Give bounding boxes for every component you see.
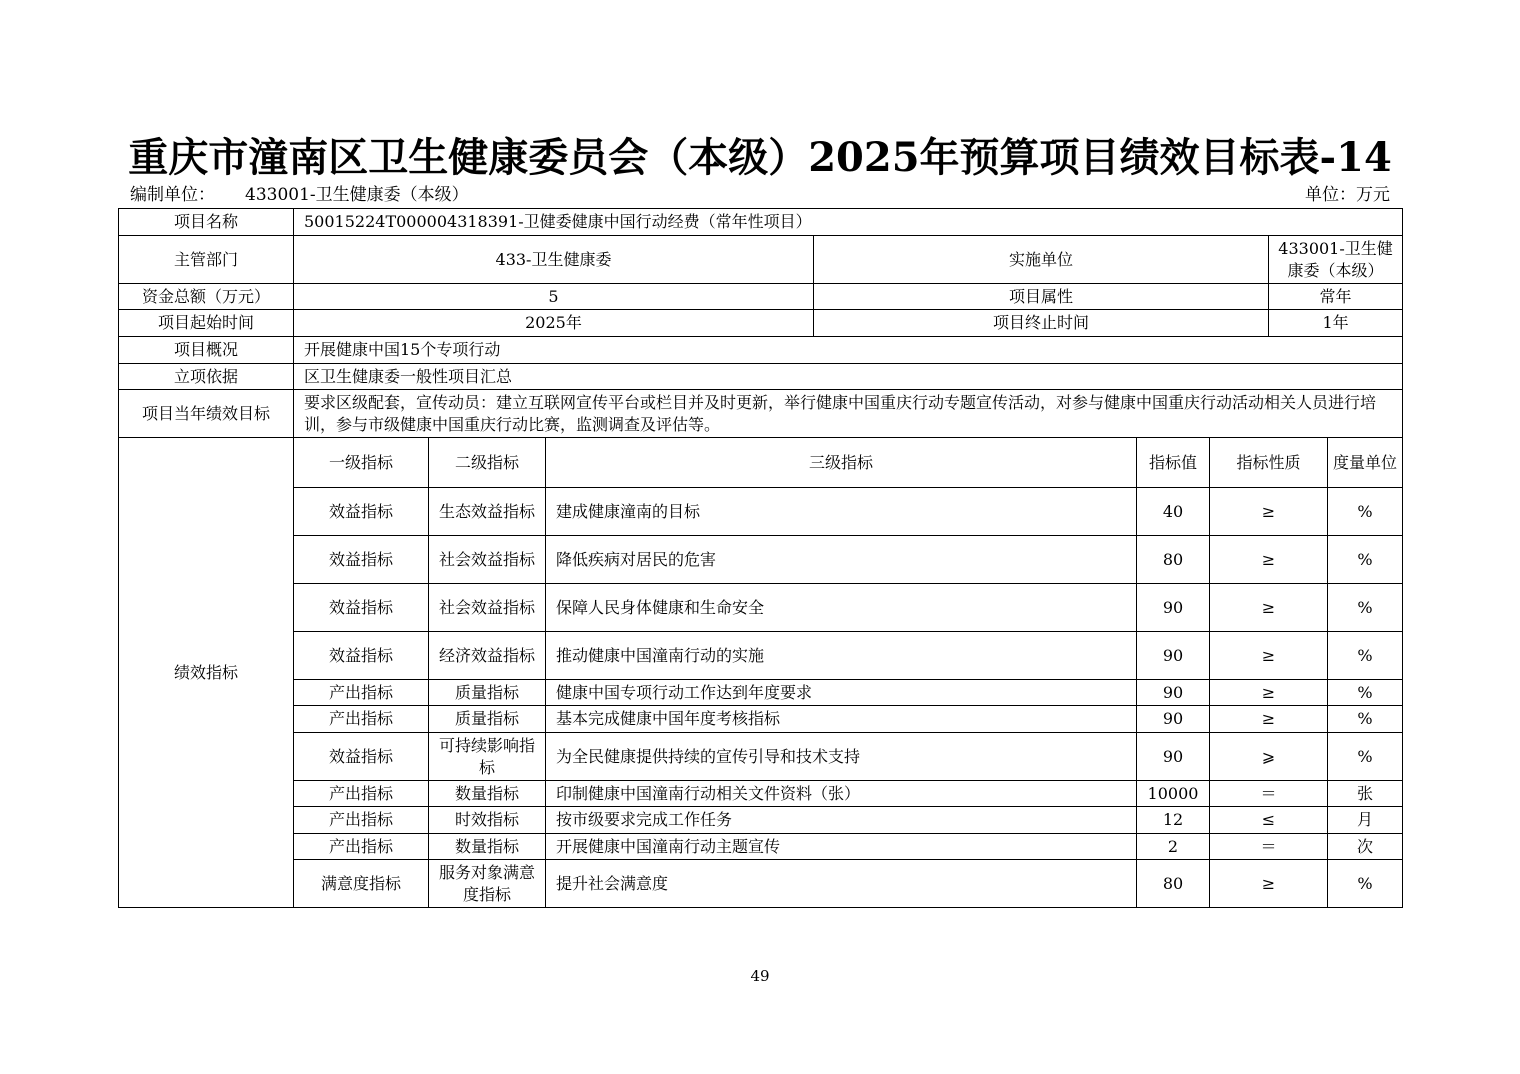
end-label: 项目终止时间 — [814, 310, 1269, 337]
attr-value: 常年 — [1269, 284, 1403, 310]
indicator-header-row — [119, 438, 1403, 488]
row-level2: 社会效益指标 — [429, 584, 546, 632]
project-name-label: 项目名称 — [119, 209, 294, 236]
row-value: 80 — [1137, 536, 1210, 584]
row-department — [119, 236, 1403, 284]
project-name-value: 50015224T000004318391-卫健委健康中国行动经费（常年性项目） — [294, 209, 1403, 236]
attr-label: 项目属性 — [814, 284, 1269, 310]
table-row — [119, 860, 1403, 908]
org-line — [130, 184, 469, 206]
row-unit: 次 — [1328, 834, 1403, 860]
row-unit: % — [1328, 733, 1403, 781]
row-level2: 数量指标 — [429, 834, 546, 860]
table-row — [119, 807, 1403, 834]
basis-label: 立项依据 — [119, 364, 294, 390]
row-level3: 健康中国专项行动工作达到年度要求 — [546, 680, 1137, 706]
table-row — [119, 536, 1403, 584]
row-level1: 产出指标 — [294, 781, 429, 807]
row-level3: 保障人民身体健康和生命安全 — [546, 584, 1137, 632]
org-label: 编制单位： — [130, 185, 215, 205]
table-row — [119, 488, 1403, 536]
table-row — [119, 733, 1403, 781]
row-unit: % — [1328, 860, 1403, 908]
row-unit: % — [1328, 706, 1403, 733]
impl-label: 实施单位 — [814, 236, 1269, 284]
header-value: 指标值 — [1137, 438, 1210, 488]
row-level2: 质量指标 — [429, 706, 546, 733]
row-nature: ≥ — [1210, 632, 1328, 680]
row-unit: 张 — [1328, 781, 1403, 807]
row-level3: 基本完成健康中国年度考核指标 — [546, 706, 1137, 733]
row-funds — [119, 284, 1403, 310]
row-level1: 产出指标 — [294, 680, 429, 706]
row-level1: 产出指标 — [294, 706, 429, 733]
funds-value: 5 — [294, 284, 814, 310]
row-level3: 开展健康中国潼南行动主题宣传 — [546, 834, 1137, 860]
row-value: 80 — [1137, 860, 1210, 908]
row-level1: 满意度指标 — [294, 860, 429, 908]
row-level3: 建成健康潼南的目标 — [546, 488, 1137, 536]
row-level2: 经济效益指标 — [429, 632, 546, 680]
basis-value: 区卫生健康委一般性项目汇总 — [294, 364, 1403, 390]
row-level3: 推动健康中国潼南行动的实施 — [546, 632, 1137, 680]
row-level1: 效益指标 — [294, 632, 429, 680]
row-nature: ≥ — [1210, 680, 1328, 706]
start-value: 2025年 — [294, 310, 814, 337]
table-row — [119, 680, 1403, 706]
row-level2: 可持续影响指标 — [429, 733, 546, 781]
row-overview — [119, 337, 1403, 364]
row-value: 90 — [1137, 632, 1210, 680]
row-level3: 降低疾病对居民的危害 — [546, 536, 1137, 584]
row-unit: % — [1328, 632, 1403, 680]
row-unit: 月 — [1328, 807, 1403, 834]
goal-value: 要求区级配套，宣传动员：建立互联网宣传平台或栏目并及时更新，举行健康中国重庆行动专题宣传活动，对参与健康中国重庆行动活动相关人员进行培训，参与市级健康中国重庆行动比赛，监测调查及评估等。 — [294, 390, 1403, 438]
header-unit: 度量单位 — [1328, 438, 1403, 488]
row-level2: 质量指标 — [429, 680, 546, 706]
overview-value: 开展健康中国15个专项行动 — [294, 337, 1403, 364]
table-row — [119, 632, 1403, 680]
row-value: 90 — [1137, 706, 1210, 733]
row-level1: 效益指标 — [294, 488, 429, 536]
funds-label: 资金总额（万元） — [119, 284, 294, 310]
row-nature: ＝ — [1210, 834, 1328, 860]
row-goal — [119, 390, 1403, 438]
row-level2: 服务对象满意度指标 — [429, 860, 546, 908]
performance-table — [118, 208, 1403, 908]
impl-value: 433001-卫生健康委（本级） — [1269, 236, 1403, 284]
page-title: 重庆市潼南区卫生健康委员会（本级）2025年预算项目绩效目标表-14 — [128, 134, 1392, 181]
row-value: 40 — [1137, 488, 1210, 536]
row-value: 90 — [1137, 733, 1210, 781]
table-row — [119, 584, 1403, 632]
row-nature: ≥ — [1210, 860, 1328, 908]
row-nature: ≤ — [1210, 807, 1328, 834]
indicator-section-label: 绩效指标 — [119, 438, 294, 908]
row-nature: ≥ — [1210, 706, 1328, 733]
row-level2: 社会效益指标 — [429, 536, 546, 584]
unit-label: 单位：万元 — [1305, 185, 1390, 205]
dept-value: 433-卫生健康委 — [294, 236, 814, 284]
row-level1: 产出指标 — [294, 834, 429, 860]
row-nature: ⩾ — [1210, 733, 1328, 781]
row-value: 12 — [1137, 807, 1210, 834]
row-nature: ≥ — [1210, 488, 1328, 536]
row-level2: 生态效益指标 — [429, 488, 546, 536]
row-nature: ＝ — [1210, 781, 1328, 807]
row-level3: 印制健康中国潼南行动相关文件资料（张） — [546, 781, 1137, 807]
row-project-name — [119, 209, 1403, 236]
page-number: 49 — [750, 967, 770, 985]
table-row — [119, 781, 1403, 807]
goal-label: 项目当年绩效目标 — [119, 390, 294, 438]
row-unit: % — [1328, 536, 1403, 584]
table-row — [119, 706, 1403, 733]
row-basis — [119, 364, 1403, 390]
end-value: 1年 — [1269, 310, 1403, 337]
row-value: 2 — [1137, 834, 1210, 860]
table-row — [119, 834, 1403, 860]
row-time — [119, 310, 1403, 337]
row-level1: 效益指标 — [294, 584, 429, 632]
row-level1: 效益指标 — [294, 733, 429, 781]
header-level3: 三级指标 — [546, 438, 1137, 488]
header-nature: 指标性质 — [1210, 438, 1328, 488]
row-unit: % — [1328, 488, 1403, 536]
row-level1: 效益指标 — [294, 536, 429, 584]
row-level2: 时效指标 — [429, 807, 546, 834]
row-value: 90 — [1137, 584, 1210, 632]
overview-label: 项目概况 — [119, 337, 294, 364]
header-level1: 一级指标 — [294, 438, 429, 488]
dept-label: 主管部门 — [119, 236, 294, 284]
row-nature: ≥ — [1210, 584, 1328, 632]
row-value: 90 — [1137, 680, 1210, 706]
header-level2: 二级指标 — [429, 438, 546, 488]
row-value: 10000 — [1137, 781, 1210, 807]
row-nature: ≥ — [1210, 536, 1328, 584]
row-level3: 提升社会满意度 — [546, 860, 1137, 908]
row-level1: 产出指标 — [294, 807, 429, 834]
row-level3: 为全民健康提供持续的宣传引导和技术支持 — [546, 733, 1137, 781]
row-unit: % — [1328, 584, 1403, 632]
row-level3: 按市级要求完成工作任务 — [546, 807, 1137, 834]
row-unit: % — [1328, 680, 1403, 706]
row-level2: 数量指标 — [429, 781, 546, 807]
start-label: 项目起始时间 — [119, 310, 294, 337]
org-value: 433001-卫生健康委（本级） — [245, 185, 469, 205]
